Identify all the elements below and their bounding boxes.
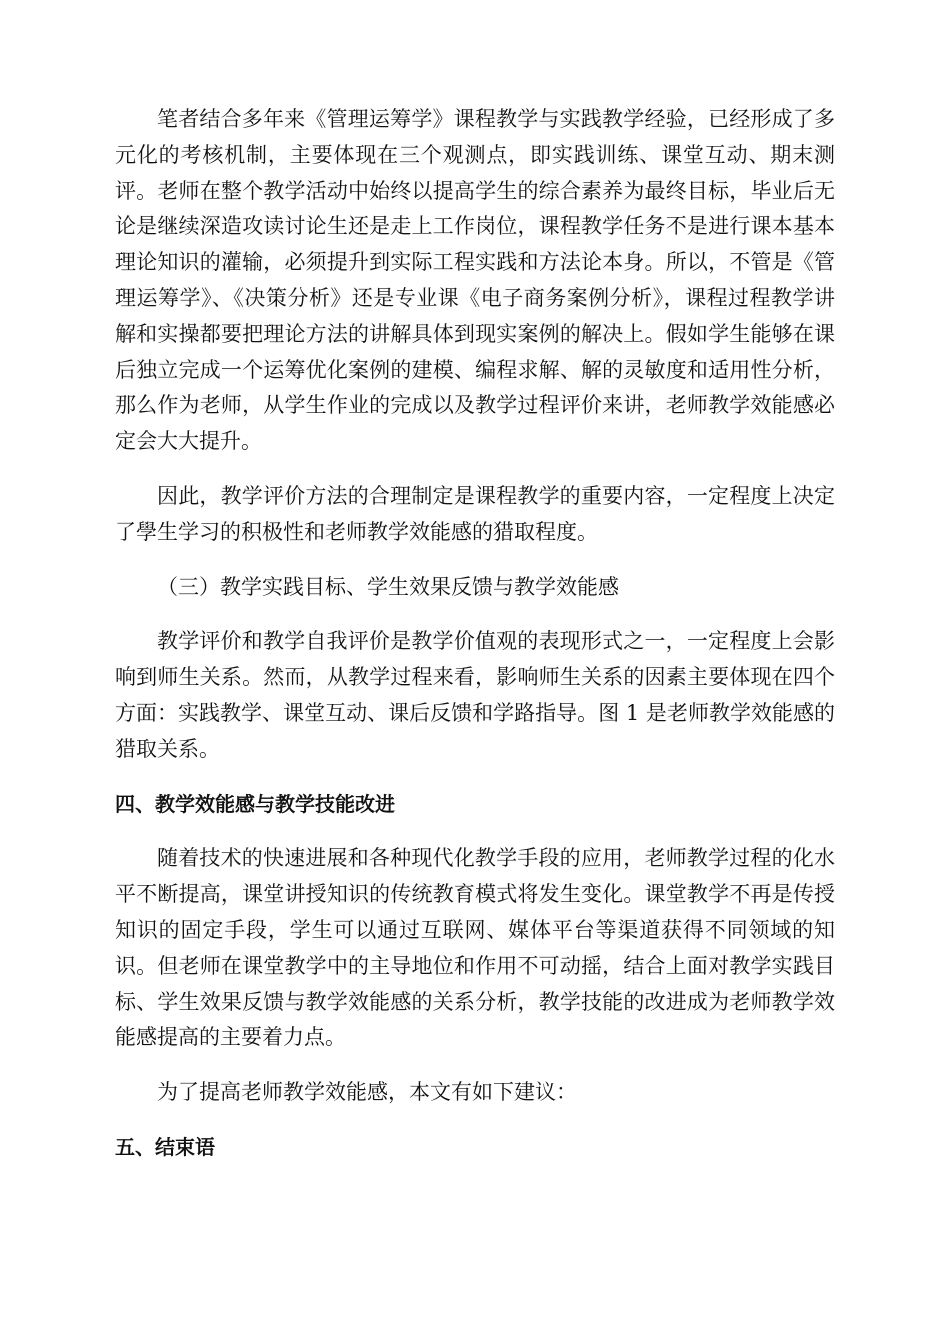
section-heading-teaching-skills: 四、教学效能感与教学技能改进	[115, 791, 395, 816]
spacer	[115, 460, 835, 479]
spacer	[115, 768, 835, 787]
document-body	[115, 102, 835, 1166]
paragraph-technology-development: 随着技术的快速进展和各种现代化教学手段的应用，老师教学过程的化水平不断提高，课堂讲授知识的传统教育模式将发生变化。课堂教学不再是传授知识的固定手段，学生可以通过互联网、媒体平台等渠道获得不同领域的知识。但老师在课堂教学中的主导地位和作用不可动摇，结合上面对教学实践目标、学生效果反馈与教学效能感的关系分析，教学技能的改进成为老师教学效能感提高的主要着力点。	[115, 846, 835, 1050]
paragraph-teacher-student-relation: 教学评价和教学自我评价是教学价值观的表现形式之一，一定程度上会影响到师生关系。然而，从教学过程来看，影响师生关系的因素主要体现在四个方面：实践教学、课堂互动、课后反馈和学路指导。图 1 是老师教学效能感的猎取关系。	[115, 629, 835, 761]
spacer	[115, 1111, 835, 1130]
paragraph-assessment-mechanism: 笔者结合多年来《管理运筹学》课程教学与实践教学经验，已经形成了多元化的考核机制，主要体现在三个观测点，即实践训练、课堂互动、期末测评。老师在整个教学活动中始终以提高学生的综合素养为最终目标，毕业后无论是继续深造攻读讨论生还是走上工作岗位，课程教学任务不是进行课本基本理论知识的灌输，必须提升到实际工程实践和方法论本身。所以，不管是《管理运筹学》、《决策分析》还是专业课《电子商务案例分析》，课程过程教学讲解和实操都要把理论方法的讲解具体到现实案例的解决上。假如学生能够在课后独立完成一个运筹优化案例的建模、编程求解、解的灵敏度和适用性分析，那么作为老师，从学生作业的完成以及教学过程评价来讲，老师教学效能感必定会大大提升。	[115, 107, 835, 454]
subheading-practice-goals: （三）教学实践目标、学生效果反馈与教学效能感	[157, 574, 619, 599]
spacer	[115, 1056, 835, 1075]
spacer	[115, 551, 835, 570]
paragraph-evaluation-method: 因此，教学评价方法的合理制定是课程教学的重要内容，一定程度上决定了學生学习的积极性和老师教学效能感的猎取程度。	[115, 483, 835, 544]
paragraph-suggestions: 为了提高老师教学效能感，本文有如下建议：	[157, 1080, 577, 1105]
spacer	[115, 605, 835, 624]
section-heading-conclusion: 五、结束语	[115, 1134, 215, 1159]
spacer	[115, 822, 835, 841]
